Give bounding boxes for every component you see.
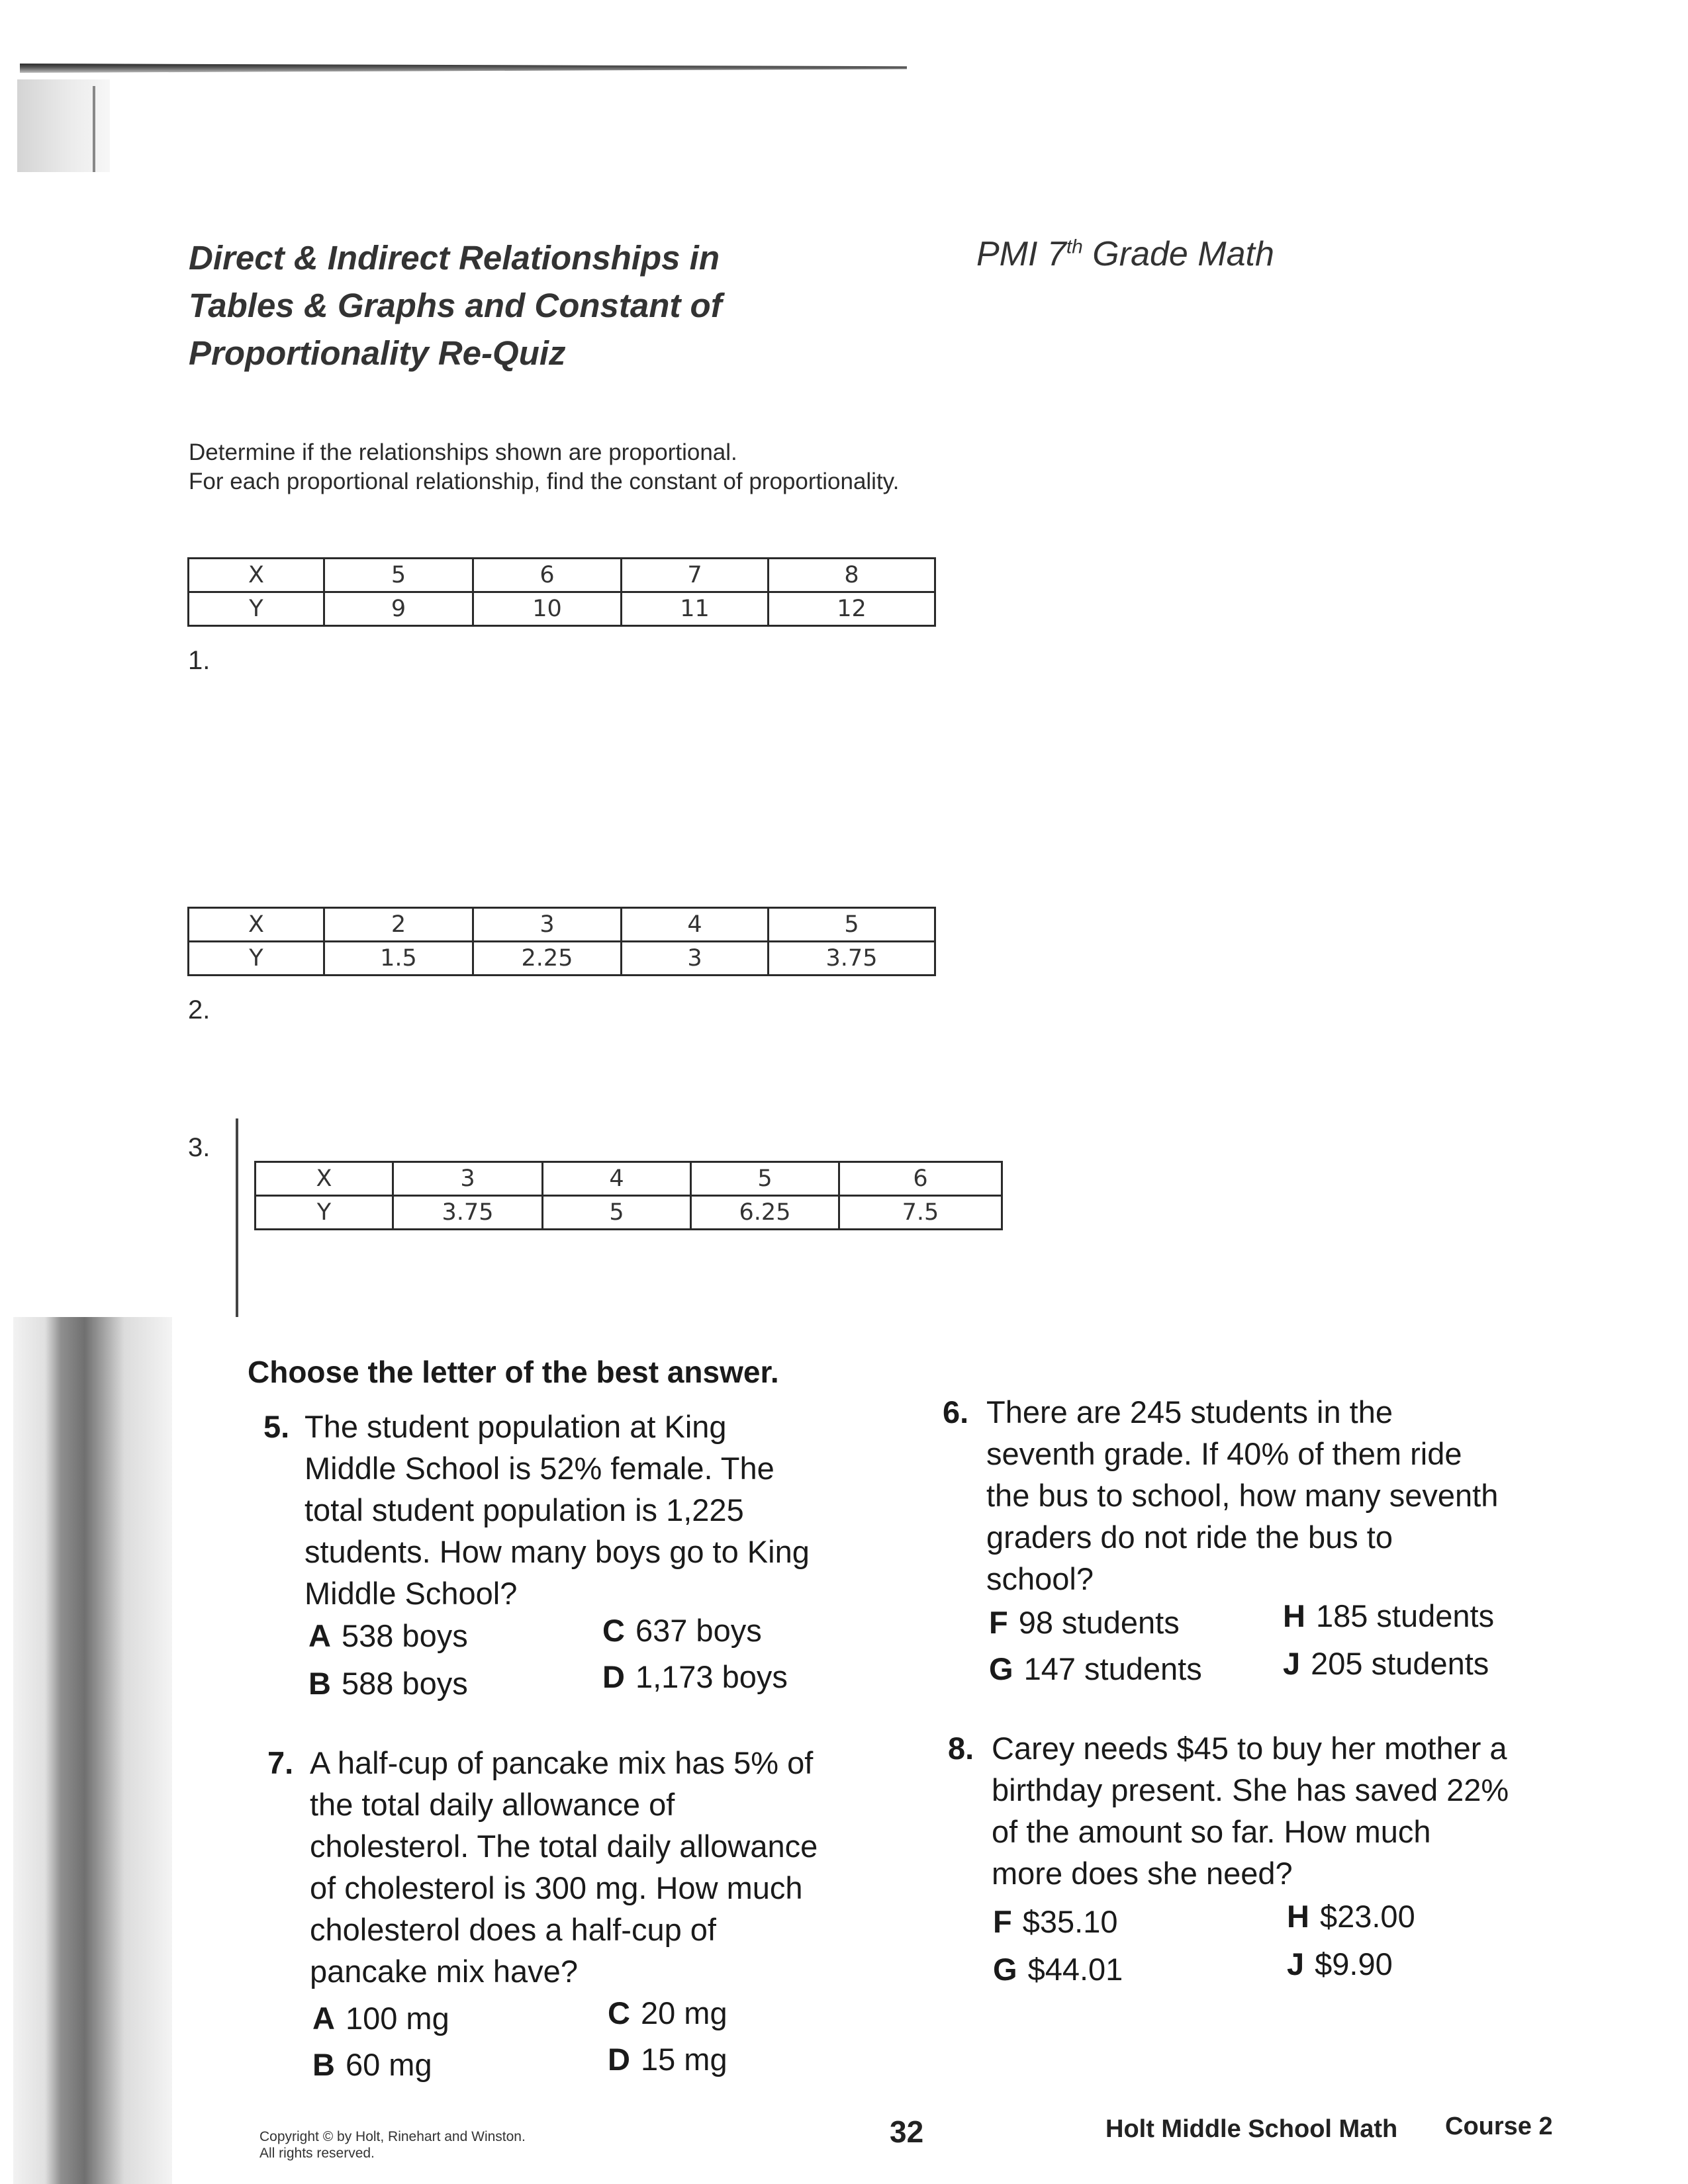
table-1 [187, 557, 936, 627]
table-cell: 4 [543, 1162, 691, 1196]
table-1-x-row [189, 559, 935, 592]
question-line: birthday present. She has saved 22% [992, 1772, 1509, 1807]
table-cell: 2.25 [473, 942, 622, 976]
choice-text: $23.00 [1319, 1899, 1415, 1934]
table-cell: Y [256, 1196, 393, 1230]
question-number: 5. [263, 1409, 290, 1444]
answer-choice[interactable] [993, 1903, 1117, 1940]
choice-letter: G [989, 1651, 1013, 1686]
copyright-line: All rights reserved. [259, 2146, 375, 2161]
table-cell: Y [189, 592, 324, 626]
answer-choice[interactable] [993, 1951, 1123, 1987]
choice-text: 20 mg [640, 1995, 727, 2030]
answer-choice[interactable] [602, 1659, 788, 1695]
question-line: Middle School is 52% female. The [305, 1451, 774, 1486]
course-number: Course 2 [1445, 2113, 1553, 2140]
table-3-number: 3. [188, 1133, 211, 1162]
choice-letter: F [993, 1904, 1012, 1939]
choice-text: $35.10 [1022, 1904, 1118, 1939]
table-cell: 2 [324, 908, 473, 942]
question-line: of the amount so far. How much [992, 1814, 1431, 1849]
choice-letter: B [312, 2047, 335, 2082]
choice-letter: J [1287, 1946, 1305, 1981]
answer-choice[interactable] [312, 2000, 449, 2036]
question-text [305, 1406, 874, 1614]
choice-text: 147 students [1023, 1651, 1202, 1686]
answer-choice[interactable] [1287, 1898, 1415, 1934]
choice-text: 60 mg [345, 2047, 432, 2082]
question-text [986, 1391, 1556, 1600]
answer-choice[interactable] [608, 2041, 727, 2077]
choice-letter: J [1283, 1646, 1301, 1681]
table-cell: 3.75 [393, 1196, 543, 1230]
choice-text: 15 mg [640, 2042, 727, 2077]
choice-letter: D [608, 2042, 630, 2077]
question-line: Middle School? [305, 1576, 518, 1611]
title-line-2: Tables & Graphs and Constant of [189, 287, 722, 324]
table-cell: 8 [769, 559, 935, 592]
answer-choice[interactable] [602, 1612, 762, 1649]
answer-choice[interactable] [1283, 1645, 1489, 1682]
choice-letter: A [312, 2001, 335, 2036]
question-text [310, 1742, 879, 1992]
answer-choice[interactable] [989, 1604, 1180, 1641]
question-line: The student population at King [305, 1409, 727, 1444]
question-line: cholesterol. The total daily allowance [310, 1829, 818, 1864]
table-cell: X [256, 1162, 393, 1196]
choice-text: $9.90 [1315, 1946, 1393, 1981]
scan-corner-line [93, 86, 95, 172]
table-2-number: 2. [188, 995, 211, 1024]
choice-text: 1,173 boys [635, 1659, 788, 1694]
table-1-number: 1. [188, 646, 211, 675]
table-3-x-row [256, 1162, 1002, 1196]
choice-letter: D [602, 1659, 625, 1694]
table-3-y-row [256, 1196, 1002, 1230]
table-cell: 5 [324, 559, 473, 592]
choice-text: 98 students [1018, 1605, 1180, 1640]
question-line: the bus to school, how many seventh [986, 1478, 1499, 1513]
section-heading: Choose the letter of the best answer. [248, 1355, 779, 1389]
choice-letter: F [989, 1605, 1008, 1640]
book-title: Holt Middle School Math [1105, 2115, 1398, 2143]
table-cell: 3 [393, 1162, 543, 1196]
question-5 [263, 1406, 874, 1614]
answer-choice[interactable] [308, 1617, 468, 1654]
question-line: There are 245 students in the [986, 1394, 1393, 1430]
table-cell: 6 [839, 1162, 1002, 1196]
question-line: seventh grade. If 40% of them ride [986, 1436, 1462, 1471]
choice-text: 205 students [1311, 1646, 1489, 1681]
table-cell: 5 [769, 908, 935, 942]
question-7 [267, 1742, 879, 1992]
choice-letter: H [1283, 1598, 1305, 1633]
choice-text: 100 mg [345, 2001, 449, 2036]
table-cell: X [189, 559, 324, 592]
question-line: the total daily allowance of [310, 1787, 675, 1822]
question-text [992, 1727, 1561, 1894]
course-superscript: th [1066, 236, 1083, 258]
page-number: 32 [890, 2115, 924, 2149]
choice-letter: C [602, 1613, 625, 1648]
choice-letter: H [1287, 1899, 1309, 1934]
scan-top-rule [20, 64, 907, 73]
course-suffix: Grade Math [1082, 235, 1274, 273]
answer-choice[interactable] [1287, 1946, 1393, 1982]
choice-text: 588 boys [341, 1666, 468, 1701]
table-2-x-row [189, 908, 935, 942]
choice-text: 637 boys [635, 1613, 762, 1648]
table-cell: 11 [622, 592, 769, 626]
question-line: Carey needs $45 to buy her mother a [992, 1731, 1507, 1766]
title-line-3: Proportionality Re-Quiz [189, 334, 566, 372]
table-cell: 1.5 [324, 942, 473, 976]
copyright-line: Copyright © by Holt, Rinehart and Winston. [259, 2129, 526, 2144]
title-line-1: Direct & Indirect Relationships in [189, 239, 720, 277]
question-line: pancake mix have? [310, 1954, 578, 1989]
answer-choice[interactable] [308, 1665, 468, 1702]
table-3 [254, 1161, 1003, 1230]
table-cell: 6 [473, 559, 622, 592]
answer-choice[interactable] [1283, 1598, 1494, 1634]
answer-choice[interactable] [312, 2046, 432, 2083]
scan-corner-shadow [17, 79, 110, 172]
answer-choice[interactable] [989, 1651, 1202, 1687]
choice-text: $44.01 [1027, 1952, 1123, 1987]
instruction-line-2: For each proportional relationship, find the constant of proportionality. [189, 469, 900, 494]
table-2-y-row [189, 942, 935, 976]
question-number: 7. [267, 1745, 294, 1780]
choice-letter: A [308, 1618, 331, 1653]
table-cell: 3 [473, 908, 622, 942]
choice-text: 185 students [1315, 1598, 1495, 1633]
course-label [976, 234, 1274, 274]
choice-letter: B [308, 1666, 331, 1701]
question-line: cholesterol does a half-cup of [310, 1912, 716, 1947]
margin-line [236, 1118, 238, 1317]
table-cell: 7.5 [839, 1196, 1002, 1230]
choice-letter: G [993, 1952, 1017, 1987]
question-line: students. How many boys go to King [305, 1534, 810, 1569]
table-cell: 7 [622, 559, 769, 592]
scan-binding-strip [13, 1317, 172, 2184]
question-line: A half-cup of pancake mix has 5% of [310, 1745, 814, 1780]
table-cell: 6.25 [691, 1196, 839, 1230]
question-line: of cholesterol is 300 mg. How much [310, 1870, 803, 1905]
quiz-title [189, 234, 864, 377]
table-cell: 5 [691, 1162, 839, 1196]
question-number: 8. [948, 1731, 974, 1766]
copyright-notice [259, 2128, 526, 2161]
table-cell: 3.75 [769, 942, 935, 976]
table-cell: 4 [622, 908, 769, 942]
course-prefix: PMI 7 [976, 235, 1066, 273]
question-line: school? [986, 1561, 1094, 1596]
choice-text: 538 boys [341, 1618, 468, 1653]
table-cell: 3 [622, 942, 769, 976]
table-cell: X [189, 908, 324, 942]
answer-choice[interactable] [608, 1995, 727, 2031]
question-line: more does she need? [992, 1856, 1293, 1891]
question-line: total student population is 1,225 [305, 1492, 744, 1527]
question-number: 6. [943, 1394, 969, 1430]
instruction-line-1: Determine if the relationships shown are proportional. [189, 439, 737, 465]
table-cell: 10 [473, 592, 622, 626]
table-2 [187, 907, 936, 976]
question-line: graders do not ride the bus to [986, 1520, 1393, 1555]
question-6 [943, 1391, 1556, 1600]
table-cell: Y [189, 942, 324, 976]
choice-letter: C [608, 1995, 630, 2030]
question-8 [948, 1727, 1561, 1894]
table-cell: 9 [324, 592, 473, 626]
table-cell: 5 [543, 1196, 691, 1230]
table-1-y-row [189, 592, 935, 626]
table-cell: 12 [769, 592, 935, 626]
